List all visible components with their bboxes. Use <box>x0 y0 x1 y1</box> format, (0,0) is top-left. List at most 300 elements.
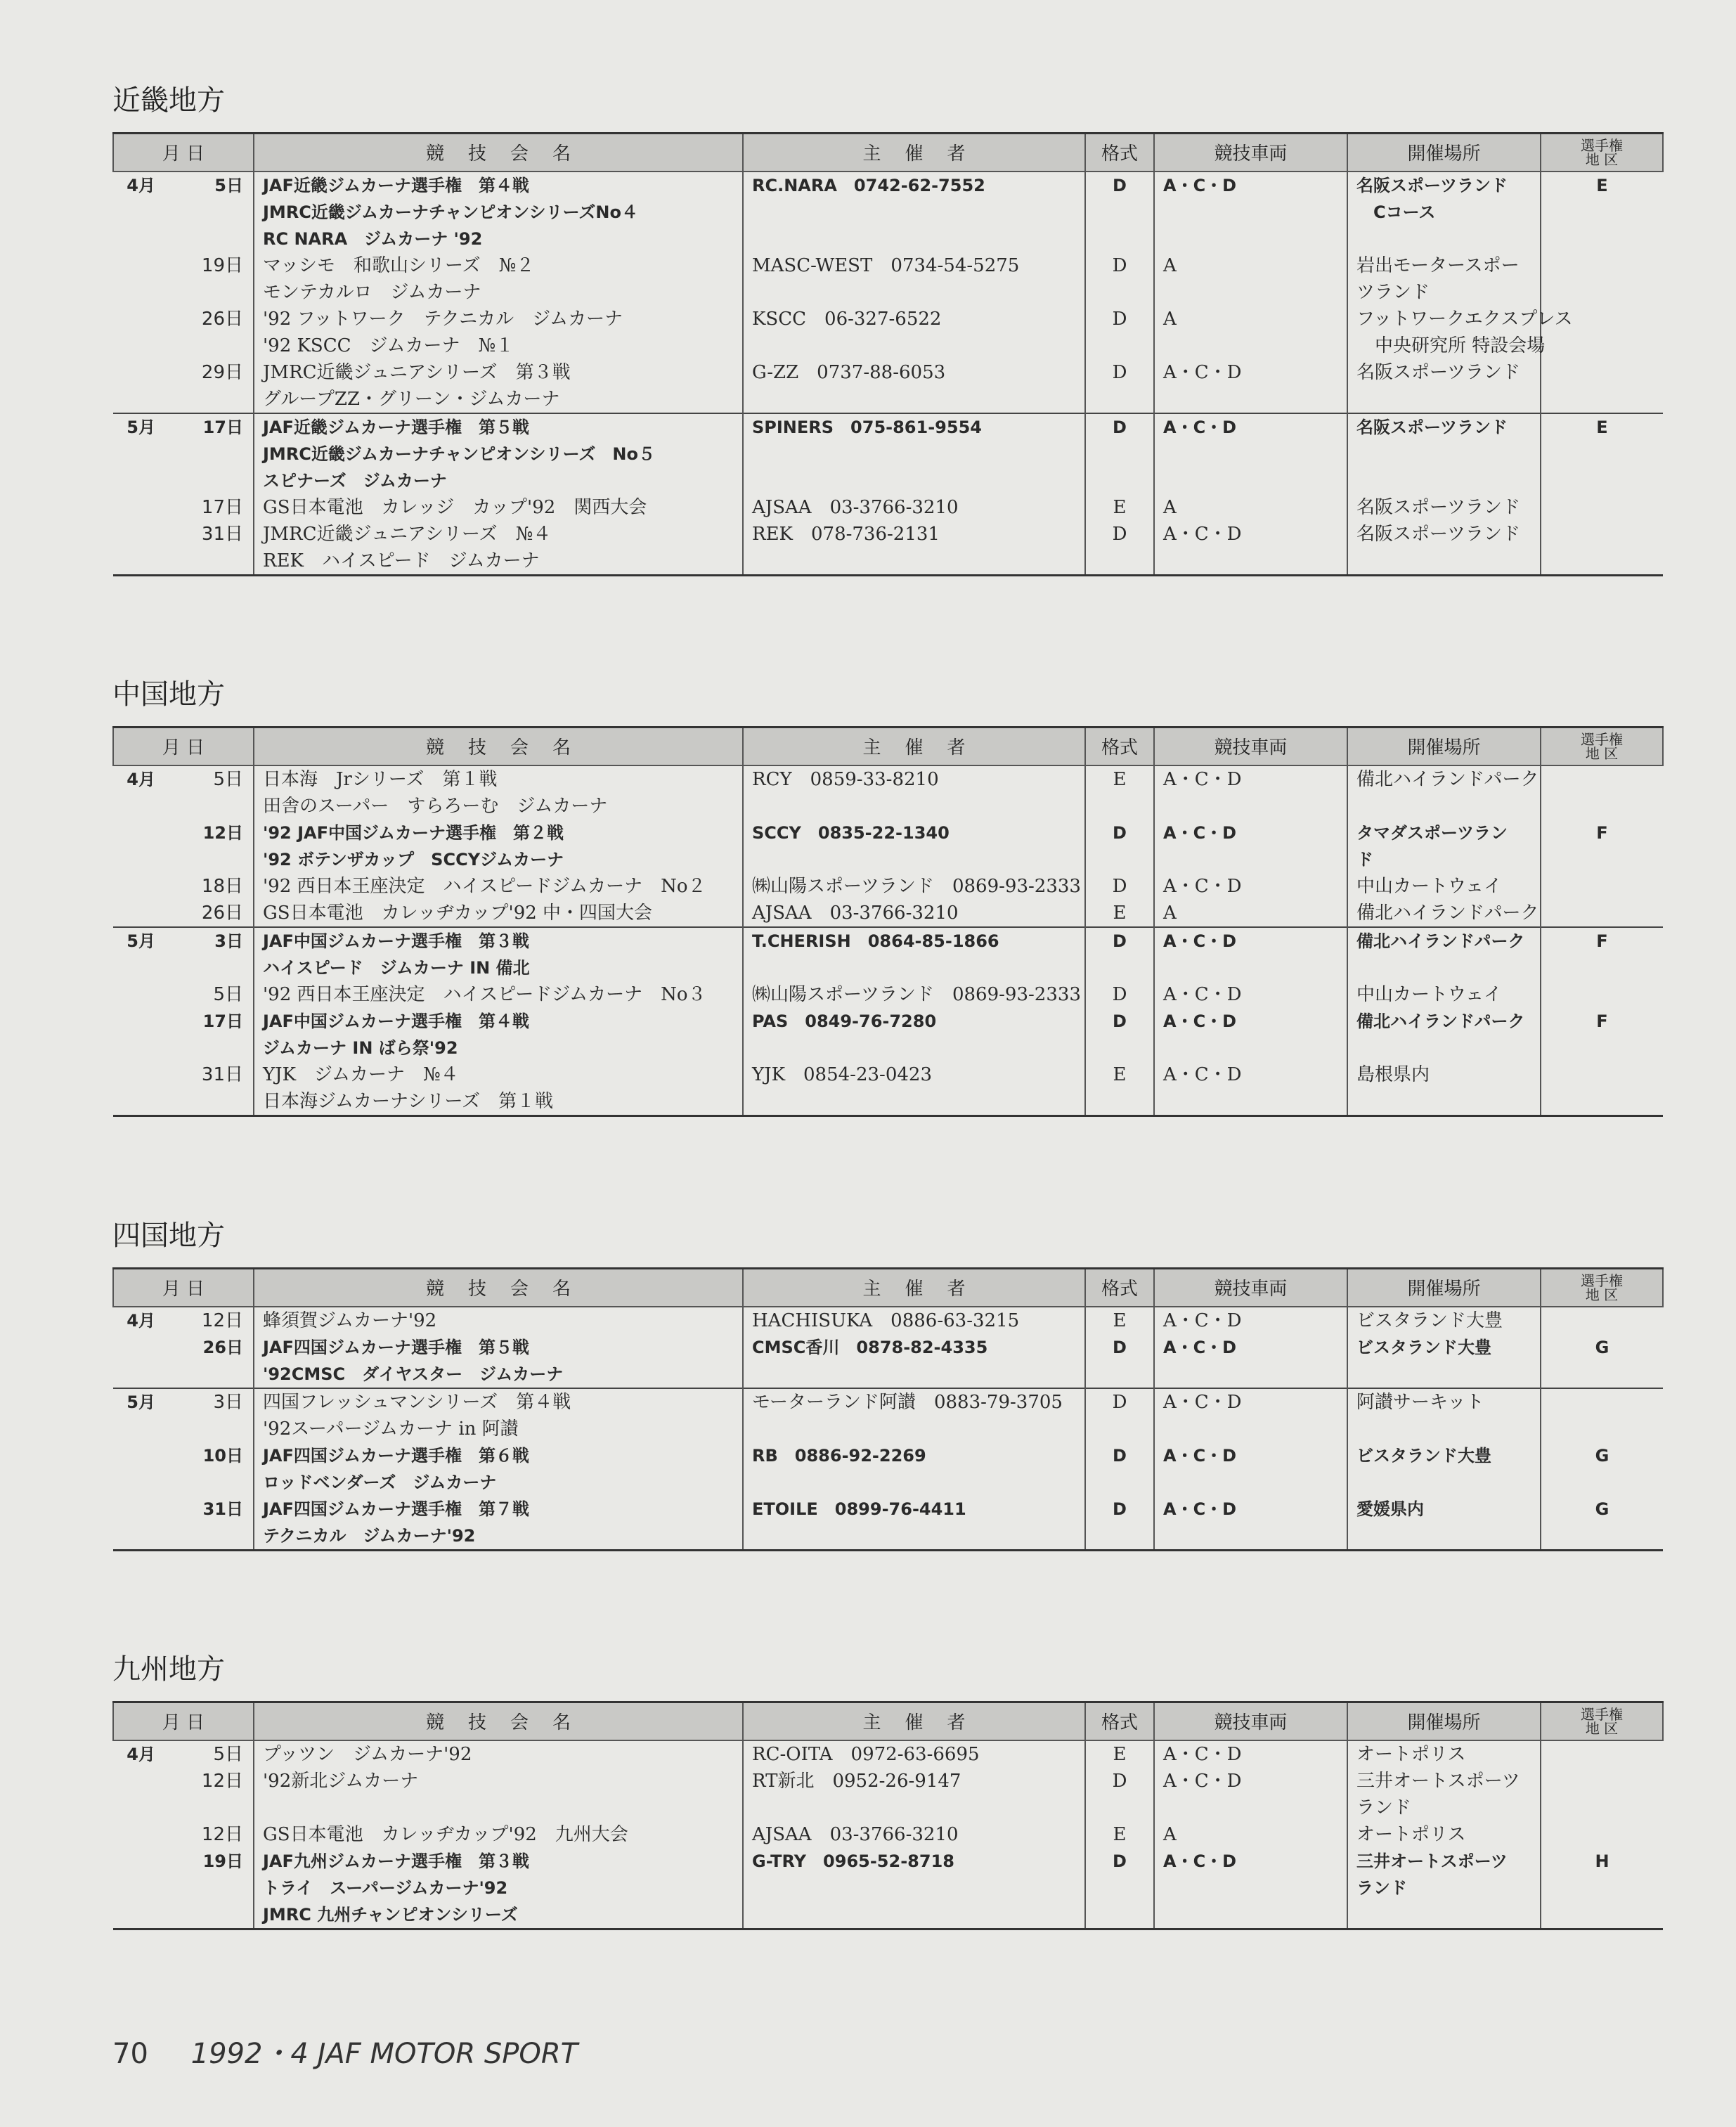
vehicle-cell: A・C・D <box>1154 873 1347 900</box>
event-name-line: '92 ボテンザカップ SCCYジムカーナ <box>263 849 564 869</box>
vehicle-cell: A・C・D <box>1154 981 1347 1008</box>
table-row <box>113 1496 1663 1551</box>
date-cell <box>113 252 254 306</box>
header-row <box>113 728 1663 765</box>
header-event: 競技会名 <box>254 134 743 172</box>
format-cell: D <box>1085 306 1154 359</box>
header-venue: 開催場所 <box>1347 134 1541 172</box>
organizer-cell: G-TRY 0965-52-8718 <box>743 1848 1085 1929</box>
venue-line: ビスタランド大豊 <box>1356 1445 1491 1466</box>
venue-line: 備北ハイランドパーク <box>1356 902 1539 924</box>
header-event: 競技会名 <box>254 1702 743 1740</box>
event-name-line: JMRC 九州チャンピオンシリーズ <box>263 1904 518 1925</box>
date-cell <box>113 1388 254 1442</box>
format-cell: D <box>1085 359 1154 413</box>
header-row <box>113 1702 1663 1740</box>
region-title: 中国地方 <box>112 678 225 711</box>
date-cell <box>113 1768 254 1821</box>
day: 12日 <box>201 1770 243 1792</box>
day: 3日 <box>214 931 243 951</box>
organizer-cell: RC.NARA 0742-62-7552 <box>743 172 1085 252</box>
event-name-line: JMRC近畿ジムカーナチャンピオンシリーズ No５ <box>263 444 655 464</box>
event-name-line: ロッドベンダーズ ジムカーナ <box>263 1472 497 1492</box>
region-section <box>112 84 1662 576</box>
header-date: 月 日 <box>113 1269 254 1307</box>
header-champ-bottom: 地 区 <box>1585 150 1619 168</box>
venue-cell <box>1347 900 1541 927</box>
venue-line: 名阪スポーツランド <box>1356 175 1508 195</box>
venue-line: 三井オートスポーツ <box>1356 1851 1508 1871</box>
vehicle-cell: A・C・D <box>1154 359 1347 413</box>
header-format: 格式 <box>1085 134 1154 172</box>
date-cell <box>113 1442 254 1496</box>
header-format: 格式 <box>1085 728 1154 765</box>
event-name-line: JMRC近畿ジュニアシリーズ №４ <box>263 523 552 545</box>
region-title: 四国地方 <box>112 1220 225 1252</box>
day: 19日 <box>202 1851 243 1871</box>
format-cell: D <box>1085 252 1154 306</box>
header-champ-bottom: 地 区 <box>1585 1719 1619 1737</box>
format-cell: D <box>1085 1008 1154 1061</box>
format-cell: E <box>1085 900 1154 927</box>
venue-line: オートポリス <box>1356 1823 1466 1845</box>
schedule-table <box>112 726 1664 1117</box>
event-name-line: '92 フットワーク テクニカル ジムカーナ <box>263 308 623 330</box>
venue-cell <box>1347 494 1541 521</box>
table-row <box>113 1008 1663 1061</box>
event-name-line: JAF近畿ジムカーナ選手権 第４戦 <box>263 175 529 195</box>
championship-cell <box>1541 252 1663 306</box>
table-row <box>113 1388 1663 1442</box>
championship-cell: E <box>1541 172 1663 252</box>
header-date: 月 日 <box>113 1702 254 1740</box>
day: 26日 <box>201 308 243 330</box>
vehicle-cell: A・C・D <box>1154 1334 1347 1388</box>
event-cell <box>254 1768 743 1821</box>
championship-cell <box>1541 873 1663 900</box>
vehicle-cell: A・C・D <box>1154 1442 1347 1496</box>
day: 5日 <box>213 1743 243 1765</box>
championship-cell: H <box>1541 1848 1663 1929</box>
month: 5月 <box>127 931 155 951</box>
date-cell <box>113 873 254 900</box>
table-row <box>113 172 1663 252</box>
header-champ-top: 選手権 <box>1581 730 1623 748</box>
event-name-line: ジムカーナ IN ばら祭'92 <box>263 1037 458 1058</box>
venue-line: 中山カートウェイ <box>1356 983 1502 1005</box>
header-date: 月 日 <box>113 134 254 172</box>
event-name-line: グループZZ・グリーン・ジムカーナ <box>263 388 560 410</box>
event-name-line: '92CMSC ダイヤスター ジムカーナ <box>263 1364 564 1384</box>
region-section <box>112 678 1662 1117</box>
date-cell <box>113 1008 254 1061</box>
venue-cell <box>1347 359 1541 413</box>
championship-cell: G <box>1541 1496 1663 1551</box>
venue-line: ランド <box>1356 1877 1407 1898</box>
event-name-line: YJK ジムカーナ №４ <box>263 1064 459 1085</box>
page-number: 70 <box>112 2038 148 2070</box>
header-champ-bottom: 地 区 <box>1585 744 1619 762</box>
event-name-line: プッツン ジムカーナ'92 <box>263 1743 472 1765</box>
venue-cell <box>1347 1848 1541 1929</box>
header-venue: 開催場所 <box>1347 1269 1541 1307</box>
format-cell: D <box>1085 981 1154 1008</box>
header-vehicle: 競技車両 <box>1154 728 1347 765</box>
month: 5月 <box>127 1392 155 1412</box>
table-row <box>113 413 1663 494</box>
venue-line: 中山カートウェイ <box>1356 875 1502 897</box>
day: 12日 <box>201 1310 243 1331</box>
event-cell <box>254 306 743 359</box>
organizer-cell: RB 0886-92-2269 <box>743 1442 1085 1496</box>
table-row <box>113 252 1663 306</box>
organizer-cell: PAS 0849-76-7280 <box>743 1008 1085 1061</box>
header-row <box>113 1269 1663 1307</box>
event-cell <box>254 1307 743 1334</box>
event-name-line: RC NARA ジムカーナ '92 <box>263 228 483 249</box>
date-cell <box>113 1061 254 1116</box>
magazine-issue: 1992・4 JAF MOTOR SPORT <box>190 2038 578 2070</box>
day: 19日 <box>201 254 243 276</box>
vehicle-cell: A <box>1154 494 1347 521</box>
date-cell <box>113 900 254 927</box>
date-cell <box>113 1740 254 1768</box>
event-name-line: 日本海ジムカーナシリーズ 第１戦 <box>263 1090 554 1112</box>
table-row <box>113 900 1663 927</box>
date-cell <box>113 820 254 873</box>
header-date: 月 日 <box>113 728 254 765</box>
venue-cell <box>1347 1008 1541 1061</box>
month: 5月 <box>127 417 155 437</box>
event-name-line: 日本海 Jrシリーズ 第１戦 <box>263 768 498 790</box>
venue-line: Cコース <box>1356 202 1436 222</box>
organizer-cell: G-ZZ 0737-88-6053 <box>743 359 1085 413</box>
table-row <box>113 1768 1663 1821</box>
vehicle-cell: A・C・D <box>1154 413 1347 494</box>
header-champ-top: 選手権 <box>1581 136 1623 154</box>
table-row <box>113 1334 1663 1388</box>
format-cell: E <box>1085 1821 1154 1848</box>
venue-cell <box>1347 252 1541 306</box>
month: 4月 <box>127 769 155 789</box>
event-cell <box>254 359 743 413</box>
format-cell: D <box>1085 172 1154 252</box>
vehicle-cell: A・C・D <box>1154 1061 1347 1116</box>
event-cell <box>254 1740 743 1768</box>
header-championship <box>1541 1702 1663 1740</box>
event-name-line: 蜂須賀ジムカーナ'92 <box>263 1310 437 1331</box>
venue-line: 名阪スポーツランド <box>1356 523 1520 545</box>
region-section <box>112 1220 1662 1551</box>
date-cell <box>113 927 254 981</box>
venue-cell <box>1347 1768 1541 1821</box>
championship-cell: F <box>1541 820 1663 873</box>
day: 17日 <box>202 1011 243 1031</box>
day: 5日 <box>214 175 243 195</box>
day: 31日 <box>202 1499 243 1519</box>
header-championship <box>1541 1269 1663 1307</box>
venue-cell <box>1347 765 1541 820</box>
table-row <box>113 1061 1663 1116</box>
championship-cell <box>1541 900 1663 927</box>
header-champ-bottom: 地 区 <box>1585 1286 1619 1303</box>
day: 12日 <box>202 822 243 843</box>
table-row <box>113 306 1663 359</box>
venue-line: 中央研究所 特設会場 <box>1356 335 1546 356</box>
championship-cell <box>1541 521 1663 576</box>
event-name-line: GS日本電池 カレッヂカップ'92 九州大会 <box>263 1823 628 1845</box>
venue-cell <box>1347 1388 1541 1442</box>
event-name-line: JAF四国ジムカーナ選手権 第５戦 <box>263 1337 529 1357</box>
header-championship <box>1541 134 1663 172</box>
event-name-line: GS日本電池 カレッジ カップ'92 関西大会 <box>263 496 647 518</box>
venue-line: タマダスポーツラン <box>1356 822 1508 843</box>
event-name-line: JAF四国ジムカーナ選手権 第７戦 <box>263 1499 529 1519</box>
venue-cell <box>1347 172 1541 252</box>
format-cell: D <box>1085 413 1154 494</box>
date-cell <box>113 981 254 1008</box>
event-cell <box>254 1442 743 1496</box>
date-cell <box>113 306 254 359</box>
organizer-cell: MASC-WEST 0734-54-5275 <box>743 252 1085 306</box>
organizer-cell: REK 078-736-2131 <box>743 521 1085 576</box>
event-cell <box>254 981 743 1008</box>
championship-cell <box>1541 494 1663 521</box>
date-cell <box>113 1496 254 1551</box>
venue-cell <box>1347 927 1541 981</box>
organizer-cell: モーターランド阿讃 0883-79-3705 <box>743 1388 1085 1442</box>
vehicle-cell: A <box>1154 1821 1347 1848</box>
organizer-cell: HACHISUKA 0886-63-3215 <box>743 1307 1085 1334</box>
date-cell <box>113 765 254 820</box>
vehicle-cell: A・C・D <box>1154 1388 1347 1442</box>
event-name-line: モンテカルロ ジムカーナ <box>263 281 481 303</box>
date-cell <box>113 1848 254 1929</box>
day: 10日 <box>202 1445 243 1466</box>
event-cell <box>254 1061 743 1116</box>
region-title: 九州地方 <box>112 1653 225 1686</box>
organizer-cell: RCY 0859-33-8210 <box>743 765 1085 820</box>
header-venue: 開催場所 <box>1347 1702 1541 1740</box>
day: 29日 <box>201 361 243 383</box>
month: 4月 <box>127 175 155 195</box>
organizer-cell: ㈱山陽スポーツランド 0869-93-2333 <box>743 981 1085 1008</box>
event-cell <box>254 927 743 981</box>
venue-cell <box>1347 413 1541 494</box>
schedule-table <box>112 1267 1664 1551</box>
event-name-line: '92 西日本王座決定 ハイスピードジムカーナ No２ <box>263 875 706 897</box>
schedule-table <box>112 132 1664 576</box>
table-row <box>113 521 1663 576</box>
event-cell <box>254 1388 743 1442</box>
venue-cell <box>1347 1061 1541 1116</box>
championship-cell: F <box>1541 927 1663 981</box>
format-cell: D <box>1085 1388 1154 1442</box>
header-organizer: 主催者 <box>743 1702 1085 1740</box>
header-event: 競技会名 <box>254 1269 743 1307</box>
venue-cell <box>1347 521 1541 576</box>
venue-line: ド <box>1356 849 1373 869</box>
organizer-cell: YJK 0854-23-0423 <box>743 1061 1085 1116</box>
month: 4月 <box>127 1310 155 1331</box>
event-name-line: ハイスピード ジムカーナ IN 備北 <box>263 957 530 978</box>
header-organizer: 主催者 <box>743 1269 1085 1307</box>
day: 31日 <box>201 1064 243 1085</box>
day: 18日 <box>201 875 243 897</box>
venue-line: 備北ハイランドパーク <box>1356 768 1539 790</box>
table-row <box>113 1848 1663 1929</box>
venue-line: 岩出モータースポー <box>1356 254 1520 276</box>
venue-cell <box>1347 1740 1541 1768</box>
header-event: 競技会名 <box>254 728 743 765</box>
event-name-line: マッシモ 和歌山シリーズ №２ <box>263 254 535 276</box>
vehicle-cell: A <box>1154 900 1347 927</box>
venue-cell <box>1347 1442 1541 1496</box>
table-row <box>113 359 1663 413</box>
table-row <box>113 1821 1663 1848</box>
event-name-line: '92新北ジムカーナ <box>263 1770 419 1792</box>
organizer-cell: RT新北 0952-26-9147 <box>743 1768 1085 1821</box>
event-cell <box>254 873 743 900</box>
day: 26日 <box>202 1337 243 1357</box>
format-cell: D <box>1085 521 1154 576</box>
day: 26日 <box>201 902 243 924</box>
venue-cell <box>1347 1307 1541 1334</box>
date-cell <box>113 172 254 252</box>
region-section <box>112 1653 1662 1930</box>
format-cell: D <box>1085 1442 1154 1496</box>
event-name-line: REK ハイスピード ジムカーナ <box>263 550 540 571</box>
venue-line: 愛媛県内 <box>1356 1499 1424 1519</box>
venue-line: 名阪スポーツランド <box>1356 361 1520 383</box>
venue-line: 名阪スポーツランド <box>1356 496 1520 518</box>
header-championship <box>1541 728 1663 765</box>
table-row <box>113 873 1663 900</box>
vehicle-cell: A・C・D <box>1154 1008 1347 1061</box>
championship-cell <box>1541 1307 1663 1334</box>
championship-cell <box>1541 981 1663 1008</box>
event-name-line: スピナーズ ジムカーナ <box>263 470 447 491</box>
event-name-line: JAF四国ジムカーナ選手権 第６戦 <box>263 1445 529 1466</box>
championship-cell <box>1541 1388 1663 1442</box>
event-name-line: JAF中国ジムカーナ選手権 第４戦 <box>263 1011 529 1031</box>
event-name-line: 四国フレッシュマンシリーズ 第４戦 <box>263 1391 571 1413</box>
header-organizer: 主催者 <box>743 728 1085 765</box>
day: 31日 <box>201 523 243 545</box>
vehicle-cell: A・C・D <box>1154 820 1347 873</box>
format-cell: D <box>1085 1334 1154 1388</box>
event-name-line: JAF中国ジムカーナ選手権 第３戦 <box>263 931 529 951</box>
venue-cell <box>1347 1334 1541 1388</box>
event-name-line: 田舎のスーパー すらろーむ ジムカーナ <box>263 795 608 817</box>
vehicle-cell: A・C・D <box>1154 765 1347 820</box>
championship-cell: F <box>1541 1008 1663 1061</box>
championship-cell: E <box>1541 413 1663 494</box>
championship-cell: G <box>1541 1442 1663 1496</box>
organizer-cell: ETOILE 0899-76-4411 <box>743 1496 1085 1551</box>
venue-line: 備北ハイランドパーク <box>1356 1011 1525 1031</box>
header-organizer: 主催者 <box>743 134 1085 172</box>
venue-line: 阿讃サーキット <box>1356 1391 1484 1413</box>
vehicle-cell: A・C・D <box>1154 521 1347 576</box>
event-cell <box>254 820 743 873</box>
header-champ-top: 選手権 <box>1581 1705 1623 1723</box>
event-name-line: テクニカル ジムカーナ'92 <box>263 1525 476 1546</box>
day: 17日 <box>201 496 243 518</box>
date-cell <box>113 521 254 576</box>
event-name-line: '92 JAF中国ジムカーナ選手権 第２戦 <box>263 822 564 843</box>
format-cell: D <box>1085 1768 1154 1821</box>
venue-line: ビスタランド大豊 <box>1356 1337 1491 1357</box>
championship-cell <box>1541 1821 1663 1848</box>
day: 5日 <box>213 768 243 790</box>
header-row <box>113 134 1663 172</box>
championship-cell <box>1541 1061 1663 1116</box>
vehicle-cell: A・C・D <box>1154 1496 1347 1551</box>
format-cell: E <box>1085 1307 1154 1334</box>
date-cell <box>113 413 254 494</box>
date-cell <box>113 1334 254 1388</box>
table-row <box>113 494 1663 521</box>
organizer-cell: T.CHERISH 0864-85-1866 <box>743 927 1085 981</box>
venue-line: 備北ハイランドパーク <box>1356 931 1525 951</box>
venue-line: ランド <box>1356 1797 1412 1818</box>
day: 5日 <box>213 983 243 1005</box>
format-cell: E <box>1085 765 1154 820</box>
header-vehicle: 競技車両 <box>1154 1269 1347 1307</box>
event-cell <box>254 1496 743 1551</box>
event-cell <box>254 1848 743 1929</box>
month: 4月 <box>127 1744 155 1764</box>
header-venue: 開催場所 <box>1347 728 1541 765</box>
venue-cell <box>1347 306 1573 359</box>
header-format: 格式 <box>1085 1702 1154 1740</box>
table-row <box>113 927 1663 981</box>
organizer-cell: RC-OITA 0972-63-6695 <box>743 1740 1085 1768</box>
event-name-line: GS日本電池 カレッヂカップ'92 中・四国大会 <box>263 902 653 924</box>
day: 12日 <box>201 1823 243 1845</box>
table-row <box>113 981 1663 1008</box>
vehicle-cell: A <box>1154 252 1347 306</box>
table-row <box>113 765 1663 820</box>
venue-line: オートポリス <box>1356 1743 1466 1765</box>
venue-line: 島根県内 <box>1356 1064 1430 1085</box>
format-cell: D <box>1085 873 1154 900</box>
date-cell <box>113 494 254 521</box>
event-cell <box>254 1008 743 1061</box>
organizer-cell: AJSAA 03-3766-3210 <box>743 900 1085 927</box>
table-row <box>113 1307 1663 1334</box>
event-cell <box>254 1334 743 1388</box>
format-cell: D <box>1085 1496 1154 1551</box>
vehicle-cell: A <box>1154 306 1347 359</box>
header-vehicle: 競技車両 <box>1154 134 1347 172</box>
venue-cell <box>1347 1821 1541 1848</box>
date-cell <box>113 1821 254 1848</box>
championship-cell <box>1541 1740 1663 1768</box>
organizer-cell: CMSC香川 0878-82-4335 <box>743 1334 1085 1388</box>
organizer-cell: ㈱山陽スポーツランド 0869-93-2333 <box>743 873 1085 900</box>
venue-cell <box>1347 873 1541 900</box>
championship-cell <box>1541 765 1663 820</box>
region-title: 近畿地方 <box>112 84 225 117</box>
format-cell: D <box>1085 927 1154 981</box>
vehicle-cell: A・C・D <box>1154 1848 1347 1929</box>
table-row <box>113 1442 1663 1496</box>
schedule-table <box>112 1701 1664 1930</box>
event-cell <box>254 252 743 306</box>
organizer-cell: AJSAA 03-3766-3210 <box>743 1821 1085 1848</box>
